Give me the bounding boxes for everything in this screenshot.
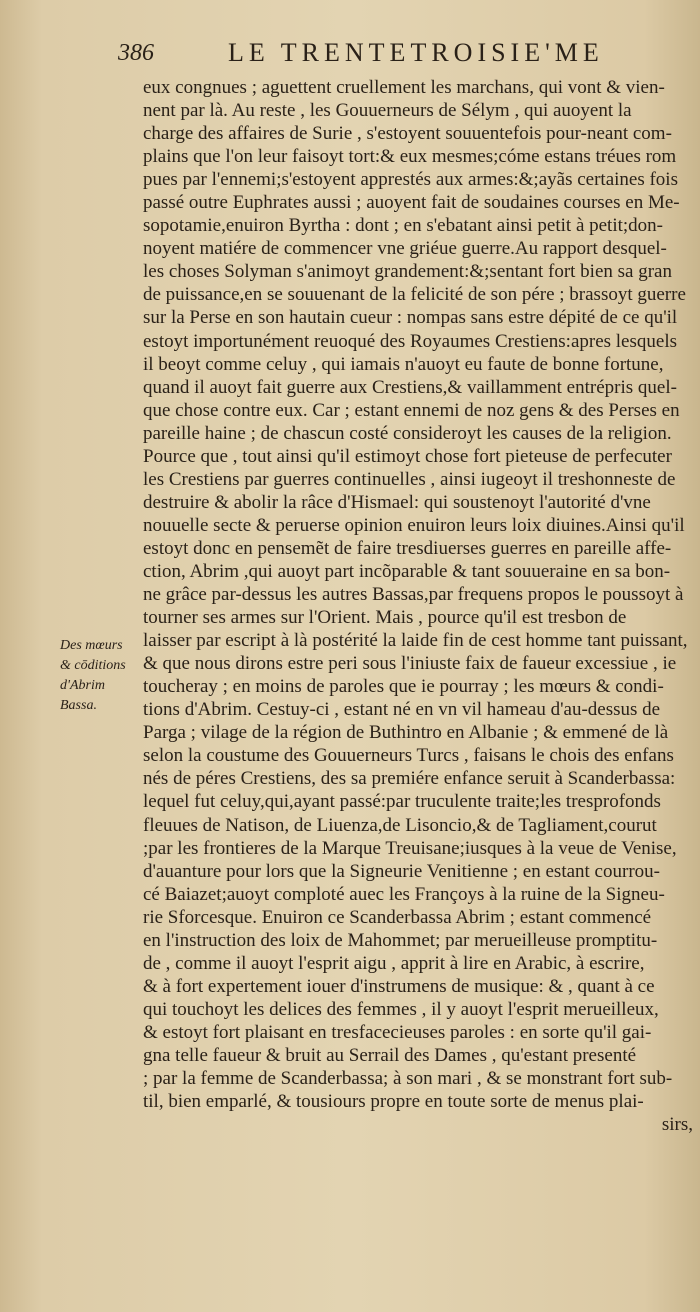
text-line: pareille haine ; de chascun costé consideroyt les causes de la religion. bbox=[143, 422, 672, 444]
text-line: rie Sforcesque. Enuiron ce Scanderbassa Abrim ; estant commencé bbox=[143, 906, 652, 928]
text-line: estoyt importunément reuoqué des Royaumes Crestiens:apres lesquels bbox=[143, 330, 677, 352]
text-line: de puissance,en se souuenant de la felicité de son pére ; brassoyt guerre bbox=[143, 284, 686, 306]
page-header bbox=[118, 38, 678, 78]
running-head: LE TRENTETROISIE'ME bbox=[228, 38, 604, 67]
text-line: charge des affaires de Surie , s'estoyent souuentefois pour-neant com- bbox=[143, 123, 672, 145]
text-line: ; par la femme de Scanderbassa; à son mari , & se monstrant fort sub- bbox=[143, 1068, 673, 1090]
text-line: sirs, bbox=[661, 1114, 693, 1136]
text-line: ction, Abrim ,qui auoyt part incõparable & tant souueraine en sa bon- bbox=[143, 560, 671, 582]
text-line: tourner ses armes sur l'Orient. Mais , pource qu'il est tresbon de bbox=[143, 607, 627, 629]
text-line: selon la coustume des Gouuerneurs Turcs , faisans le chois des enfans bbox=[143, 745, 674, 767]
text-line: ;par les frontieres de la Marque Treuisane;iusques à la veue de Venise, bbox=[143, 837, 677, 859]
text-line: Parga ; vilage de la région de Buthintro en Albanie ; & emmené de là bbox=[143, 722, 669, 744]
marginal-note-line: Bassa. bbox=[60, 698, 97, 713]
text-line: & que nous dirons estre peri sous l'iniuste faix de faueur excessiue , ie bbox=[143, 653, 677, 675]
text-line: ne grâce par-dessus les autres Bassas,par frequens propos le poussoyt à bbox=[143, 584, 684, 606]
body-text bbox=[143, 76, 693, 1136]
marginal-note-line: & cōditions bbox=[60, 658, 126, 673]
text-line: toucheray ; en moins de paroles que ie pourray ; les mœurs & condi- bbox=[143, 676, 664, 698]
text-line: noyent matiére de commencer vne griéue guerre.Au rapport desquel- bbox=[143, 238, 667, 260]
text-line: & estoyt fort plaisant en tresfacecieuses paroles : en sorte qu'il gai- bbox=[143, 1021, 652, 1043]
text-line: cé Baiazet;auoyt comploté auec les Françoys à la ruine de la Signeu- bbox=[143, 883, 665, 905]
text-line: lequel fut celuy,qui,ayant passé:par truculente traite;les tresprofonds bbox=[143, 791, 661, 813]
text-line: nés de péres Crestiens, des sa premiére enfance seruit à Scanderbassa: bbox=[143, 768, 676, 790]
marginal-note-line: d'Abrim bbox=[60, 678, 105, 693]
text-line: quand il auoyt fait guerre aux Crestiens,& vaillamment entrépris quel- bbox=[143, 376, 677, 398]
text-line: passé outre Euphrates aussi ; auoyent fait de soudaines courses en Me- bbox=[143, 192, 680, 214]
text-line: en l'instruction des loix de Mahommet; par merueilleuse promptitu- bbox=[143, 929, 658, 951]
text-line: pues par l'ennemi;s'estoyent apprestés aux armes:&;ayãs certaines fois bbox=[143, 169, 678, 191]
text-line: plains que l'on leur faisoyt tort:& eux mesmes;cóme estans tréues rom bbox=[143, 146, 677, 168]
text-line: les Crestiens par guerres continuelles , ainsi iugeoyt il treshonneste de bbox=[143, 468, 676, 490]
text-line: tions d'Abrim. Cestuy-ci , estant né en vn vil hameau d'au-dessus de bbox=[143, 699, 661, 721]
text-line: de , comme il auoyt l'esprit aigu , apprit à lire en Arabic, à escrire, bbox=[143, 952, 645, 974]
marginal-note bbox=[60, 636, 140, 716]
text-line: fleuues de Natison, de Liuenza,de Lisoncio,& de Tagliament,courut bbox=[143, 814, 657, 836]
text-line: nent par là. Au reste , les Gouuerneurs de Sélym , qui auoyent la bbox=[143, 100, 632, 122]
text-line: que chose contre eux. Car ; estant ennemi de noz gens & des Perses en bbox=[143, 399, 680, 421]
text-line: sopotamie,enuiron Byrtha : dont ; en s'ebatant ainsi petit à petit;don- bbox=[143, 215, 664, 237]
text-line: destruire & abolir la râce d'Hismael: qui soustenoyt l'autorité d'vne bbox=[143, 491, 651, 513]
text-line: nouuelle secte & peruerse opinion enuiron leurs loix diuines.Ainsi qu'il bbox=[143, 514, 685, 536]
text-line: sur la Perse en son hautain cueur : nompas sans estre dépité de ce qu'il bbox=[143, 307, 678, 329]
text-line: il beoyt comme celuy , qui iamais n'auoyt eu faute de bonne fortune, bbox=[143, 353, 664, 375]
page-number: 386 bbox=[118, 40, 154, 66]
text-line: gna telle faueur & bruit au Serrail des Dames , qu'estant presenté bbox=[143, 1044, 637, 1066]
text-line: laisser par escript à là postérité la laide fin de cest homme tant puissant, bbox=[143, 630, 688, 652]
text-line: & à fort expertement iouer d'instrumens de musique: & , quant à ce bbox=[143, 975, 655, 997]
marginal-note-line: Des mœurs bbox=[60, 638, 123, 653]
text-line: les choses Solyman s'animoyt grandement:&;sentant fort bien sa gran bbox=[143, 261, 672, 283]
text-line: estoyt donc en pensemẽt de faire tresdiuerses guerres en pareille affe- bbox=[143, 537, 672, 559]
text-line: til, bien emparlé, & tousiours propre en toute sorte de menus plai- bbox=[143, 1091, 644, 1113]
text-line: eux congnues ; aguettent cruellement les marchans, qui vont & vien- bbox=[143, 77, 665, 98]
text-line: d'auanture pour lors que la Signeurie Venitienne ; en estant courrou- bbox=[143, 860, 660, 882]
text-line: qui touchoyt les delices des femmes , il y auoyt l'esprit merueilleux, bbox=[143, 998, 659, 1020]
text-line: Pource que , tout ainsi qu'il estimoyt chose fort pieteuse de perfecuter bbox=[143, 445, 672, 467]
